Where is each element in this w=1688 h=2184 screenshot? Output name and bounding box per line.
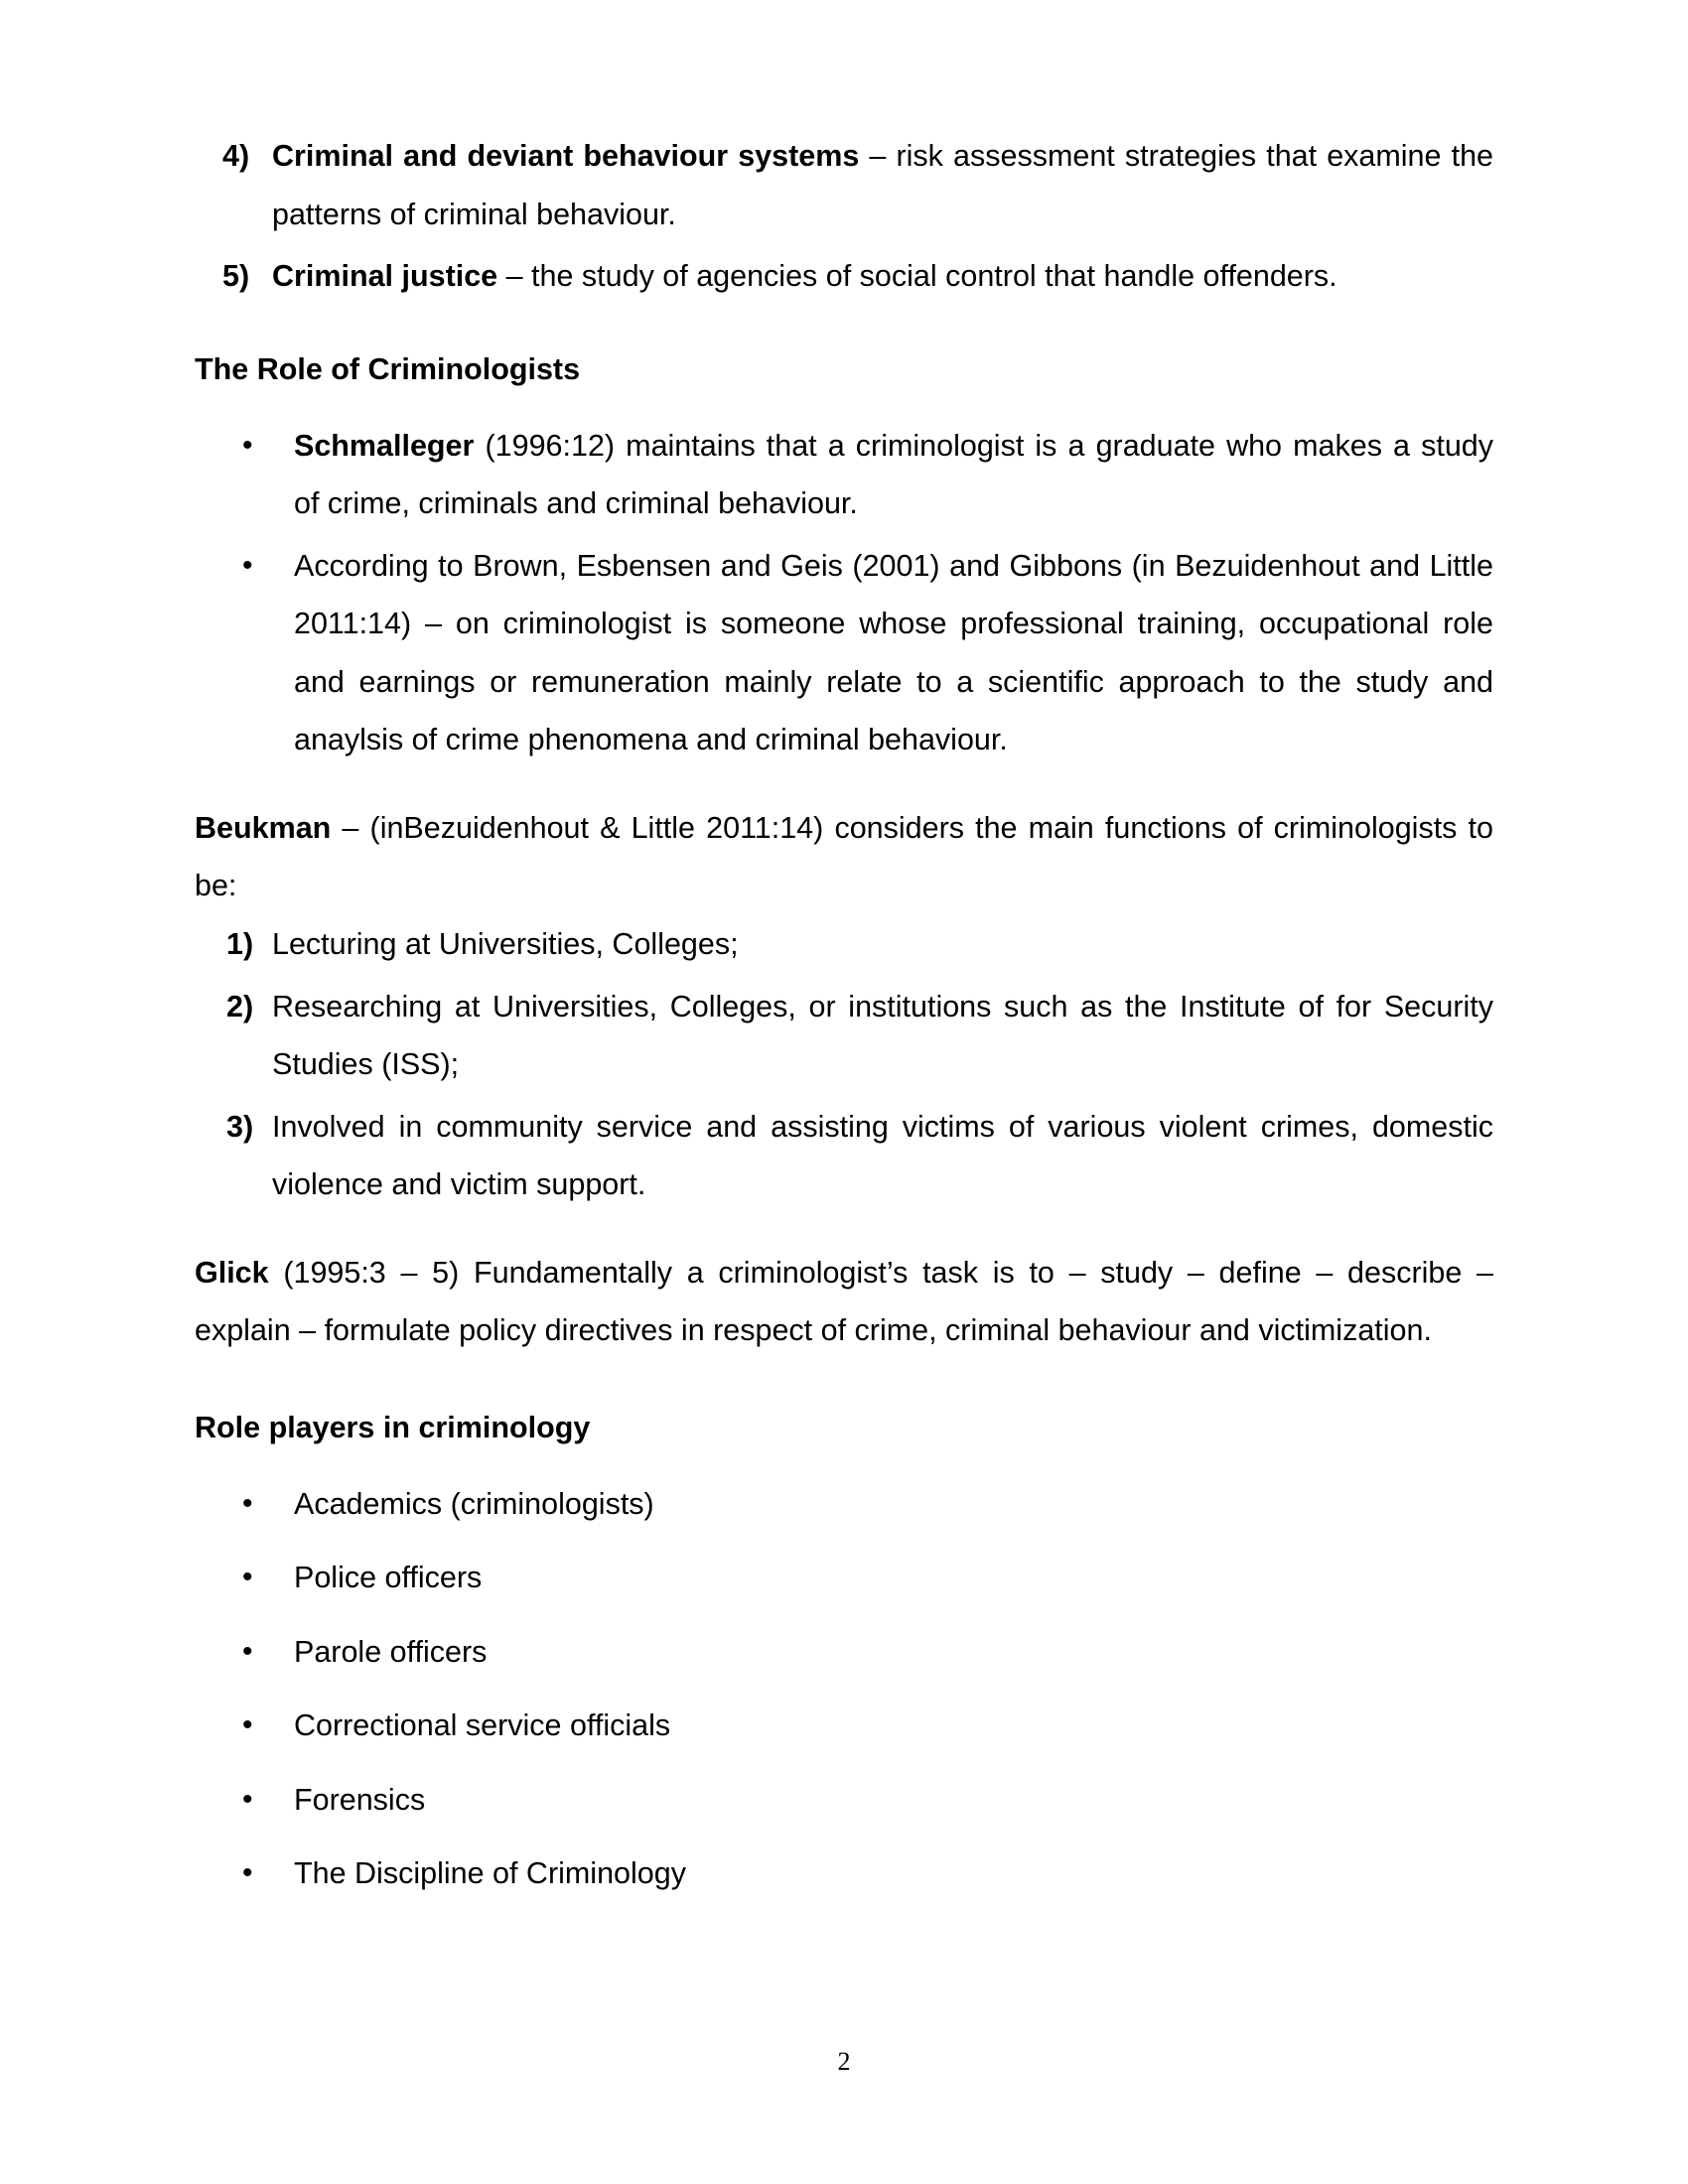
term-description: – risk assessment strategies that examine the patterns of criminal behaviour. [272, 139, 1493, 231]
list-marker: 2) [226, 989, 254, 1024]
list-marker: 5) [222, 259, 250, 294]
bullet-icon: • [242, 548, 253, 582]
list-item-text: Forensics [294, 1782, 426, 1817]
paragraph-text: (1995:3 – 5) Fundamentally a criminologist’s task is to – study – define – describe – explain – formulate policy directives in respect of crime, criminal behaviour and victimization. [195, 1255, 1493, 1348]
list-item-text: Parole officers [294, 1634, 488, 1669]
list-item [195, 1475, 1493, 1534]
bullet-icon: • [242, 428, 253, 462]
citation-author: Beukman [195, 810, 332, 845]
list-item-text: Academics (criminologists) [294, 1486, 654, 1521]
bullet-text: According to Brown, Esbensen and Geis (2001) and Gibbons (in Bezuidenhout and Little 2011:14) – on criminologist is someone whose professional training, occupational role and earnings or remuneration mainly relate to a scientific approach to the study and anaylsis of crime phenomena and criminal behaviour. [294, 548, 1493, 757]
citation-author: Schmalleger [294, 428, 475, 463]
list-item [195, 1098, 1493, 1214]
list-item [195, 978, 1493, 1094]
list-item [195, 417, 1493, 533]
citation-author: Glick [195, 1255, 269, 1290]
list-item [195, 1623, 1493, 1682]
page-number: 2 [837, 2047, 851, 2076]
list-item [195, 1549, 1493, 1607]
bullet-icon: • [242, 1708, 253, 1742]
list-item-text: Lecturing at Universities, Colleges; [272, 926, 739, 961]
beukman-paragraph [195, 799, 1493, 915]
list-item [195, 537, 1493, 769]
role-of-criminologists-bullets [195, 417, 1493, 769]
list-item [195, 1771, 1493, 1830]
list-item-text: Involved in community service and assisting victims of various violent crimes, domestic violence and victim support. [272, 1109, 1493, 1202]
role-players-list [195, 1475, 1493, 1903]
bullet-text: (1996:12) maintains that a criminologist is a graduate who makes a study of crime, criminals and criminal behaviour. [294, 428, 1493, 521]
list-marker: 1) [226, 926, 254, 961]
list-item-text: Police officers [294, 1561, 483, 1595]
list-item [195, 1697, 1493, 1755]
list-item-text: Correctional service officials [294, 1708, 671, 1743]
glick-paragraph [195, 1244, 1493, 1360]
definitions-list [195, 127, 1493, 306]
bullet-icon: • [242, 1561, 253, 1594]
list-marker: 3) [226, 1109, 254, 1144]
list-marker: 4) [222, 139, 250, 173]
bullet-icon: • [242, 1782, 253, 1816]
paragraph-text: – (inBezuidenhout & Little 2011:14) considers the main functions of criminologists to be: [195, 810, 1493, 903]
list-item-text: Researching at Universities, Colleges, or institutions such as the Institute of for Security Studies (ISS); [272, 989, 1493, 1082]
term-description: – the study of agencies of social control that handle offenders. [497, 259, 1337, 294]
section-heading-role-of-criminologists: The Role of Criminologists [195, 351, 581, 386]
term-label: Criminal and deviant behaviour systems [272, 139, 860, 173]
bullet-icon: • [242, 1634, 253, 1668]
term-label: Criminal justice [272, 259, 498, 294]
criminologist-functions-list [195, 915, 1493, 1214]
list-item [195, 1844, 1493, 1903]
list-item-text: The Discipline of Criminology [294, 1856, 686, 1891]
list-item [195, 127, 1493, 243]
bullet-icon: • [242, 1486, 253, 1520]
list-item [195, 247, 1493, 306]
list-item [195, 915, 1493, 974]
bullet-icon: • [242, 1856, 253, 1890]
section-heading-role-players: Role players in criminology [195, 1410, 591, 1444]
page-content [195, 127, 1493, 1903]
